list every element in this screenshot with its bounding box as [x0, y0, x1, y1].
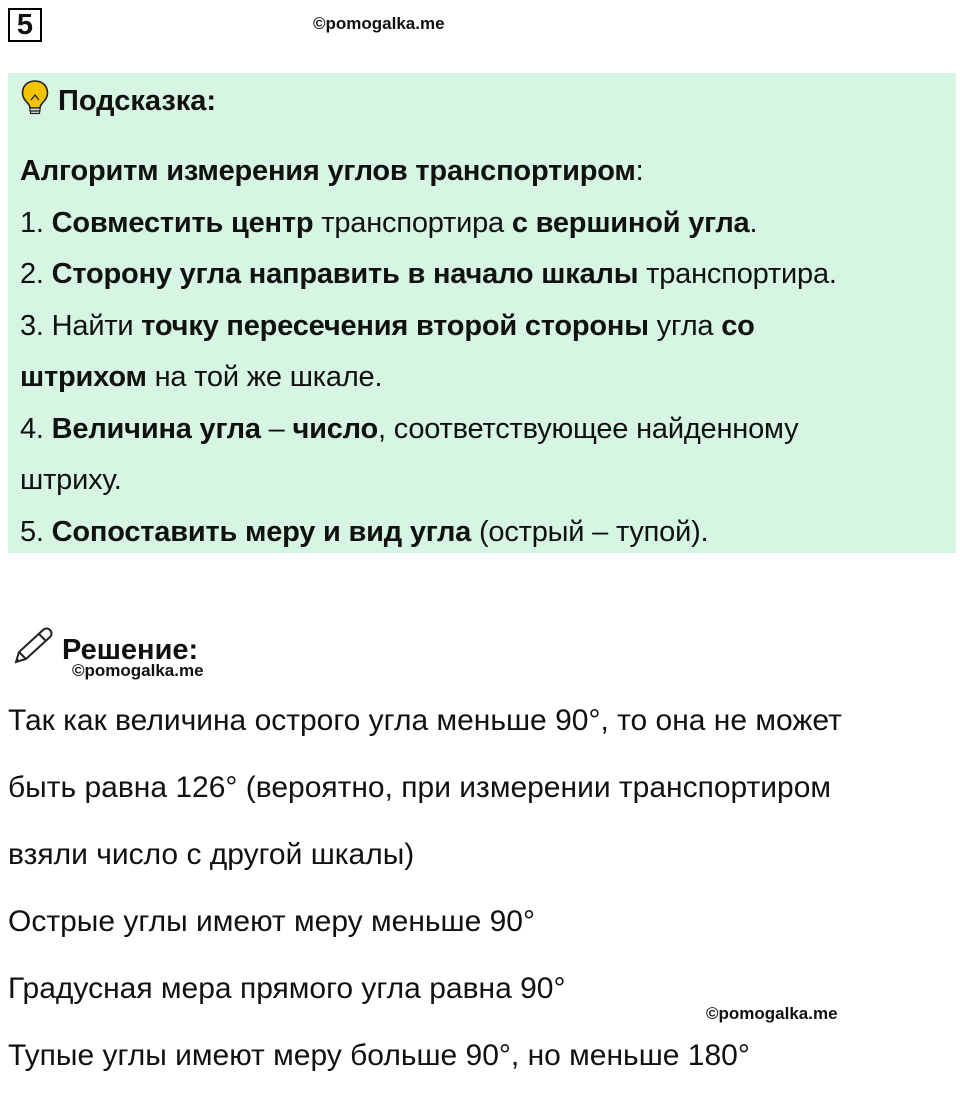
hint-line — [20, 301, 950, 353]
solution-line: Острые углы имеют меру меньше 90° — [8, 905, 535, 938]
hint-algorithm — [20, 146, 950, 558]
hint-text: : — [635, 155, 644, 187]
hint-header — [20, 83, 216, 119]
task-number: 5 — [8, 8, 42, 42]
lightbulb-icon — [20, 79, 50, 123]
hint-bold-text: Совместить центр — [51, 206, 314, 239]
solution-line: быть равна 126° (вероятно, при измерении транспортиром — [8, 771, 832, 804]
hint-text: , соответствующее найденному — [378, 412, 799, 445]
hint-line — [20, 507, 950, 559]
solution-line: Градусная мера прямого угла равна 90° — [8, 972, 566, 1005]
hint-bold-text: штрихом — [20, 361, 147, 393]
watermark-middle: ©pomogalka.me — [72, 661, 204, 680]
hint-text: 1. — [20, 206, 52, 239]
solution-text — [8, 694, 842, 1096]
pencil-icon — [10, 626, 54, 674]
watermark-top: ©pomogalka.me — [313, 14, 445, 33]
hint-text: – — [260, 412, 293, 445]
hint-bold-text: Сопоставить меру и вид угла — [51, 515, 472, 548]
hint-line — [20, 249, 950, 301]
hint-line — [20, 455, 950, 507]
solution-line: Тупые углы имеют меру больше 90°, но меньше 180° — [8, 1039, 750, 1072]
hint-text: на той же шкале. — [146, 361, 383, 393]
watermark-bottom: ©pomogalka.me — [706, 1004, 838, 1023]
hint-bold-text: Алгоритм измерения углов транспортиром — [20, 155, 636, 187]
hint-bold-text: Сторону угла направить в начало шкалы — [51, 258, 639, 290]
hint-text: 3. Найти — [20, 309, 142, 342]
hint-text: (острый – тупой). — [471, 515, 709, 548]
hint-line — [20, 146, 950, 198]
hint-bold-text: число — [292, 412, 378, 445]
hint-box — [8, 73, 956, 553]
hint-text: штриху. — [20, 464, 122, 496]
solution-title: Решение: — [62, 633, 199, 666]
hint-bold-text: точку пересечения второй стороны — [141, 309, 649, 342]
hint-bold-text: Величина угла — [51, 412, 261, 445]
hint-text: . — [749, 206, 758, 239]
solution-line: взяли число с другой шкалы) — [8, 838, 415, 871]
hint-title: Подсказка: — [58, 84, 217, 117]
hint-text: 4. — [20, 412, 52, 445]
hint-line — [20, 352, 950, 404]
hint-bold-text: с вершиной угла — [511, 206, 750, 239]
hint-line — [20, 198, 950, 250]
hint-bold-text: со — [721, 309, 755, 342]
hint-text: 2. — [20, 258, 52, 290]
hint-text: транспортира. — [638, 258, 837, 290]
hint-line — [20, 404, 950, 456]
hint-text: транспортира — [313, 206, 512, 239]
hint-text: угла — [648, 309, 722, 342]
hint-text: 5. — [20, 515, 52, 548]
solution-line: Так как величина острого угла меньше 90°, то она не может — [8, 704, 842, 737]
